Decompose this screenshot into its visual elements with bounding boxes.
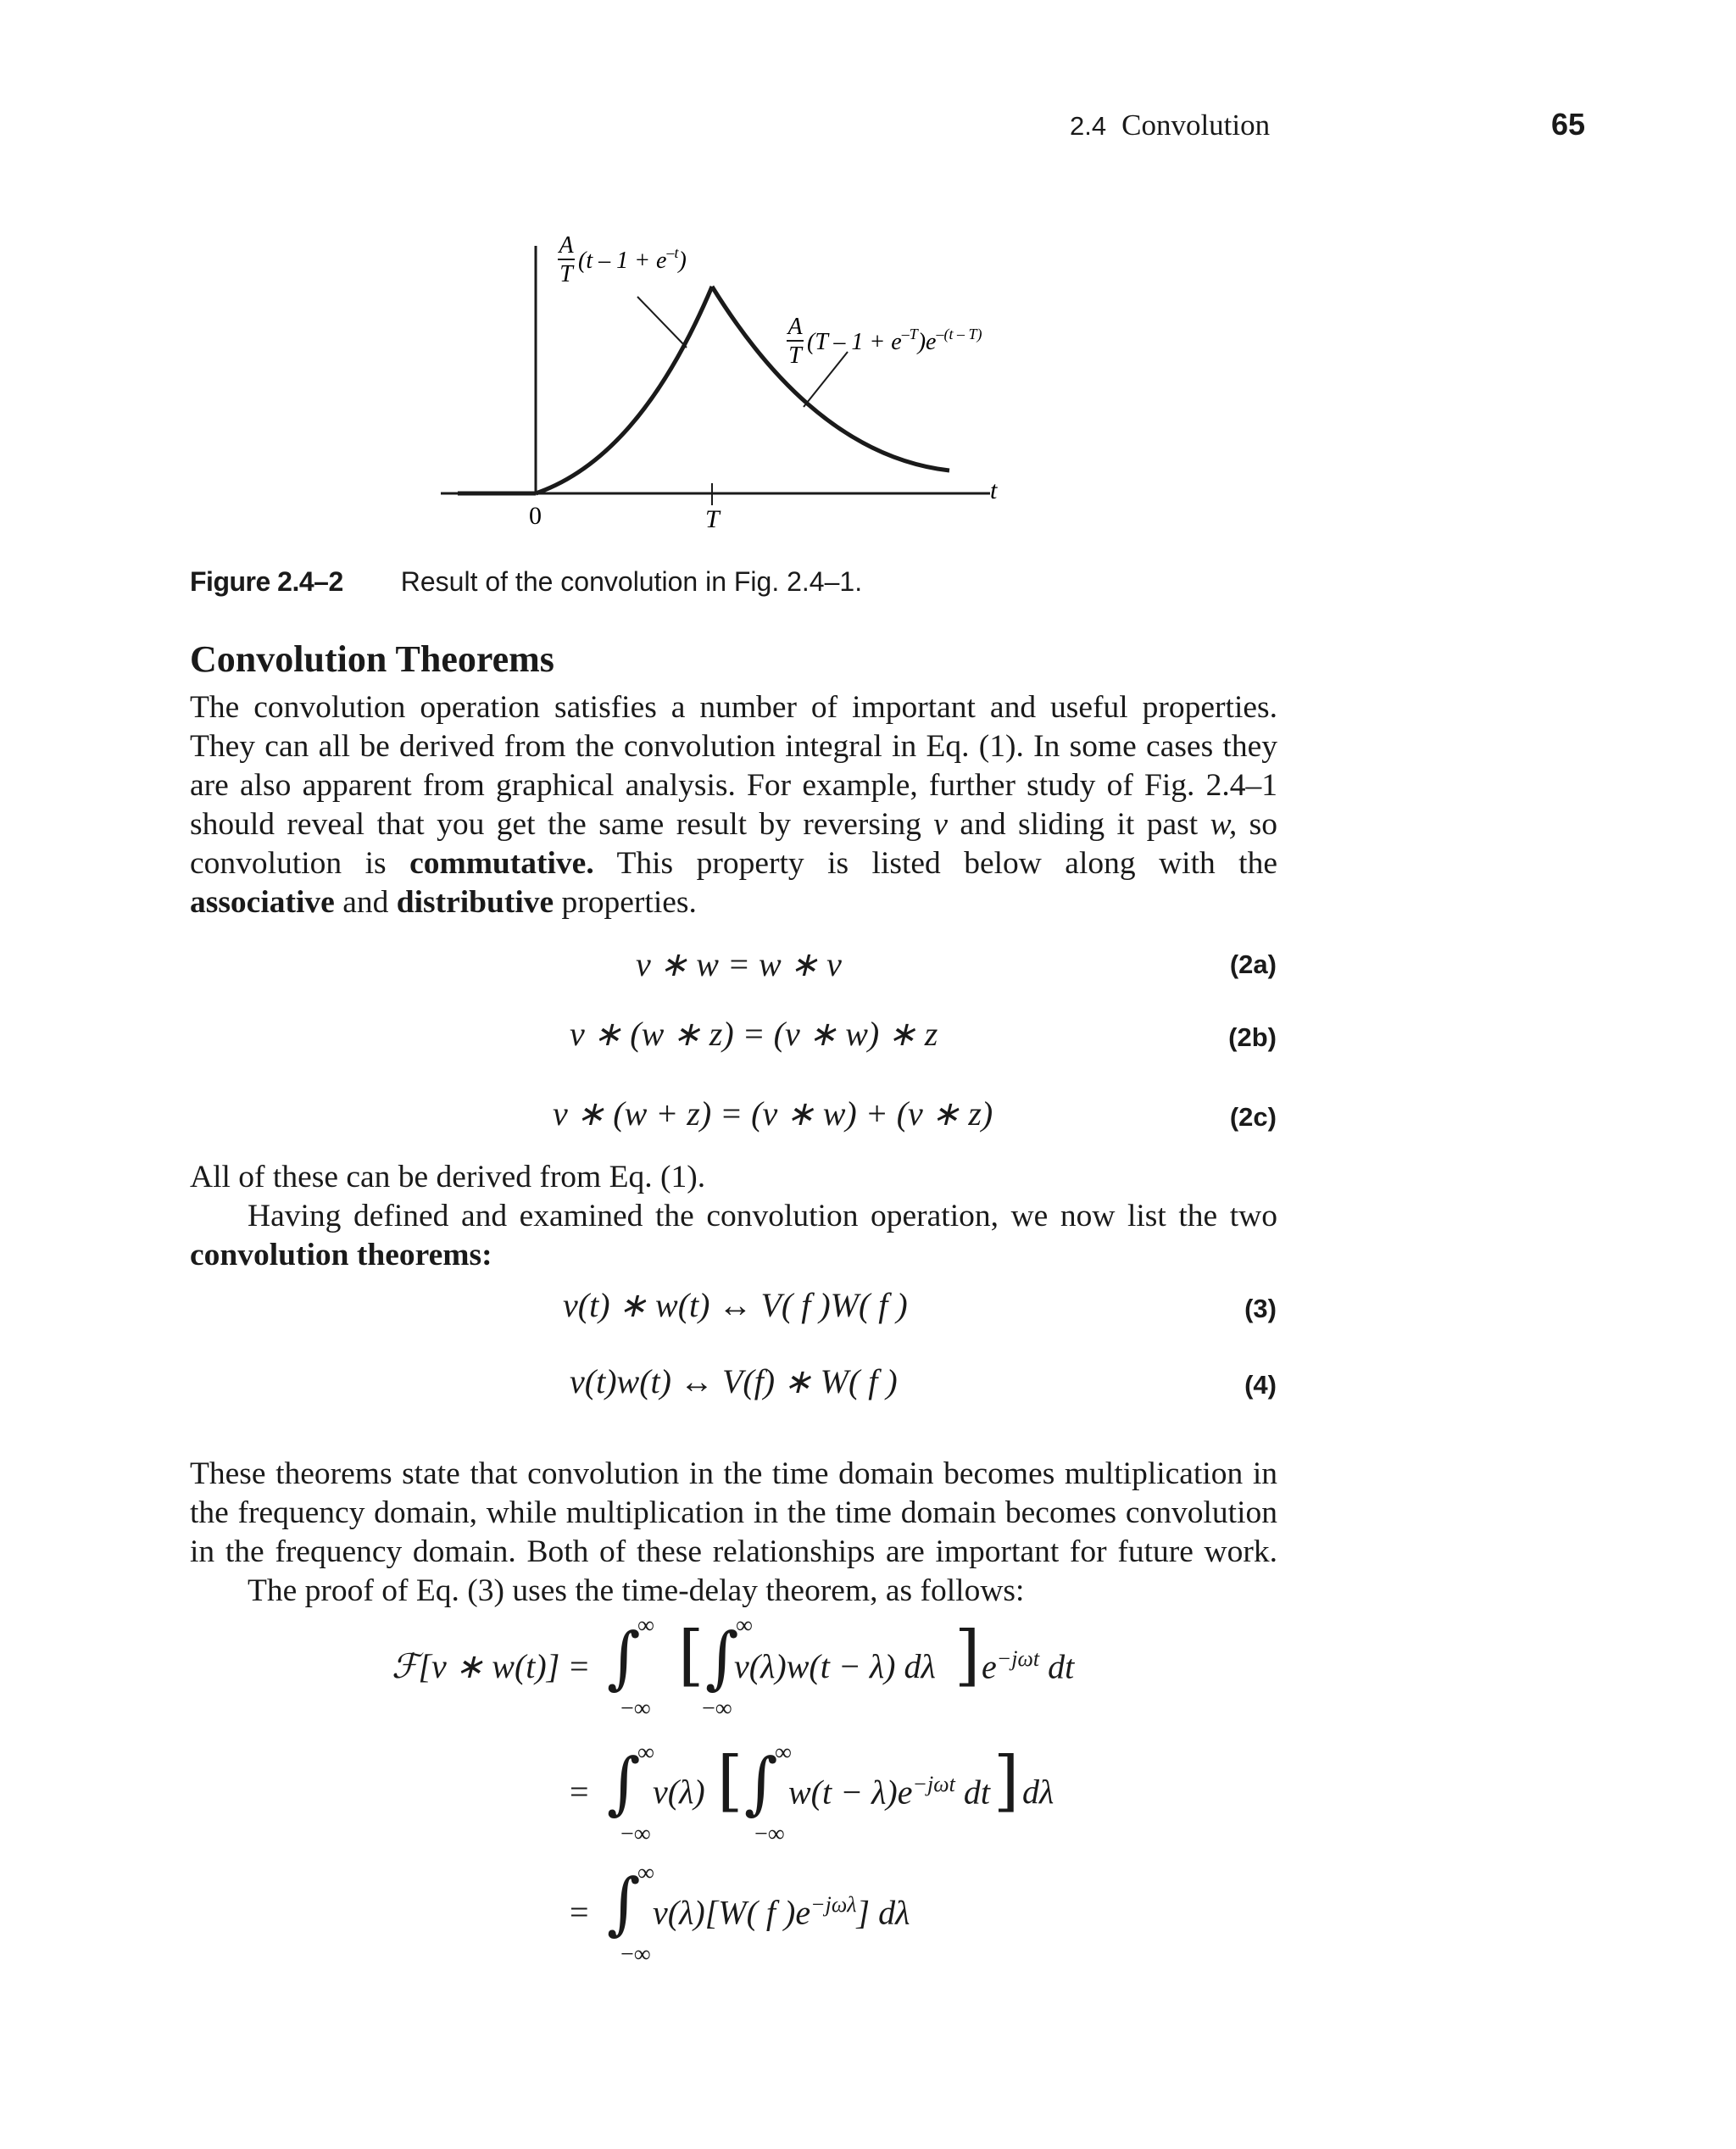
bracket-close-1: ] — [954, 1617, 981, 1694]
para3-line4: The proof of Eq. (3) uses the time-delay theorem, as follows: — [248, 1573, 1025, 1608]
equation-number-4: (4) — [1244, 1370, 1277, 1400]
para1-line5: convolution is commutative. This property is listed below along with the — [190, 846, 1277, 881]
proof-equals-3: = — [570, 1893, 589, 1931]
fall-leader — [804, 352, 848, 407]
equation-2c: v ∗ (w + z) = (v ∗ w) + (v ∗ z) — [553, 1094, 993, 1133]
para1-line2: They can all be derived from the convolution integral in Eq. (1). In some cases they — [190, 729, 1277, 764]
paragraph-theorems-meaning — [190, 1455, 1277, 1611]
para2-line2: Having defined and examined the convolution operation, we now list the two — [248, 1199, 1277, 1233]
header-section-number: 2.4 — [1070, 111, 1107, 141]
svg-text:(T – 1 + e–T)e–(t – T) — [807, 326, 982, 355]
fall-label-mid: )e — [917, 329, 937, 355]
equation-number-2a: (2a) — [1229, 949, 1277, 979]
para1-line4: should reveal that you get the same result by reversing v and sliding it past w, so — [190, 807, 1277, 842]
figure-plot — [441, 229, 1051, 551]
tick-label-zero: 0 — [529, 502, 542, 530]
decaying-curve — [712, 287, 949, 470]
rising-curve — [536, 287, 712, 493]
para3-line3: in the frequency domain. Both of these relationships are important for future work. — [190, 1534, 1277, 1569]
proof-line2-v: v(λ) — [653, 1773, 705, 1811]
rise-frac-num: A — [559, 232, 574, 259]
equation-3: v(t) ∗ w(t) ↔ V( f )W( f ) — [563, 1286, 908, 1324]
para2-line1: All of these can be derived from Eq. (1). — [190, 1160, 706, 1194]
rise-label-sup: –t — [666, 244, 679, 261]
proof-line1-integrand: v(λ)w(t − λ) dλ — [734, 1647, 936, 1685]
integral-sign-3: ∫ — [607, 1862, 641, 1943]
integral-sign-inner-2: ∫ — [744, 1742, 778, 1823]
lower-limit-2a: −∞ — [620, 1821, 651, 1847]
bracket-close-2: ] — [993, 1743, 1020, 1819]
para2-line3: convolution theorems: — [190, 1238, 492, 1272]
rise-label-text: (t – 1 + e — [578, 248, 667, 274]
fall-frac-num: A — [787, 314, 803, 340]
integral-sign-outer-1: ∫ — [607, 1617, 641, 1697]
para1-line6: associative and distributive properties. — [190, 885, 697, 920]
figure-label: Figure 2.4–2 — [190, 566, 343, 597]
bracket-open-2: [ — [717, 1743, 743, 1819]
proof-line1-exp: $e^{-j\omega t}$ dt — [982, 1646, 1075, 1686]
upper-limit-1b: ∞ — [736, 1612, 753, 1639]
equation-2a: v ∗ w = w ∗ v — [636, 945, 842, 983]
proof-equals-1: = — [570, 1647, 589, 1685]
proof-line2-integrand: $w(t - \lambda)e^{-j\omega t}$ dt — [788, 1772, 990, 1812]
header-section-title: Convolution — [1121, 109, 1271, 142]
svg-text:(t – 1 + e–t) — [578, 244, 687, 274]
fall-label-sup1: –T — [901, 326, 918, 342]
proof-line3-expr: v(λ)[W( f )$e^{-j\omega\lambda}$] dλ — [653, 1892, 910, 1932]
bracket-open-1: [ — [678, 1617, 704, 1694]
upper-limit-2b: ∞ — [775, 1740, 792, 1766]
proof-equals-2: = — [570, 1773, 589, 1811]
para1-line1: The convolution operation satisfies a number of important and useful properties. — [190, 690, 1277, 725]
running-header — [1070, 109, 1270, 142]
rise-curve-label — [557, 232, 686, 287]
proof-line2-dlambda: dλ — [1014, 1773, 1054, 1811]
fall-label-sup2: –(t – T) — [936, 326, 982, 342]
equation-2b: v ∗ (w ∗ z) = (v ∗ w) ∗ z — [570, 1015, 938, 1053]
fall-frac-den: T — [788, 342, 802, 369]
upper-limit-1a: ∞ — [637, 1612, 654, 1639]
paragraph-properties — [190, 688, 1277, 922]
equation-4: v(t)w(t) ↔ V(f) ∗ W( f ) — [570, 1362, 898, 1400]
fall-curve-label — [786, 314, 982, 369]
equation-number-2b: (2b) — [1228, 1022, 1277, 1052]
lower-limit-2b: −∞ — [754, 1821, 785, 1847]
para1-line3: are also apparent from graphical analysis. For example, further study of Fig. 2.4–1 — [190, 768, 1277, 803]
axis-label-t: t — [990, 476, 998, 504]
lower-limit-3: −∞ — [620, 1941, 651, 1968]
integral-sign-outer-2: ∫ — [607, 1742, 641, 1823]
page-number: 65 — [1551, 107, 1586, 142]
lower-limit-1a: −∞ — [620, 1695, 651, 1722]
equation-number-2c: (2c) — [1229, 1102, 1277, 1132]
equation-number-3: (3) — [1244, 1294, 1277, 1323]
para3-line1: These theorems state that convolution in the time domain becomes multiplication in — [190, 1456, 1277, 1491]
figure-caption — [190, 566, 862, 598]
figure-convolution-result — [441, 229, 1051, 551]
figure-caption-text: Result of the convolution in Fig. 2.4–1. — [400, 566, 863, 597]
proof-lhs: ℱ[v ∗ w(t)] — [392, 1647, 560, 1685]
rise-leader — [637, 297, 687, 348]
lower-limit-1b: −∞ — [702, 1695, 732, 1722]
integral-sign-inner-1: ∫ — [705, 1617, 739, 1697]
upper-limit-2a: ∞ — [637, 1740, 654, 1766]
paragraph-theorems-intro — [190, 1158, 1277, 1275]
rise-label-end: ) — [678, 248, 687, 274]
fall-label-text: (T – 1 + e — [807, 329, 902, 355]
upper-limit-3: ∞ — [637, 1860, 654, 1886]
section-heading: Convolution Theorems — [190, 638, 554, 680]
para3-line2: the frequency domain, while multiplication in the time domain becomes convolution — [190, 1495, 1277, 1530]
rise-frac-den: T — [559, 261, 573, 287]
tick-label-T: T — [705, 505, 720, 533]
